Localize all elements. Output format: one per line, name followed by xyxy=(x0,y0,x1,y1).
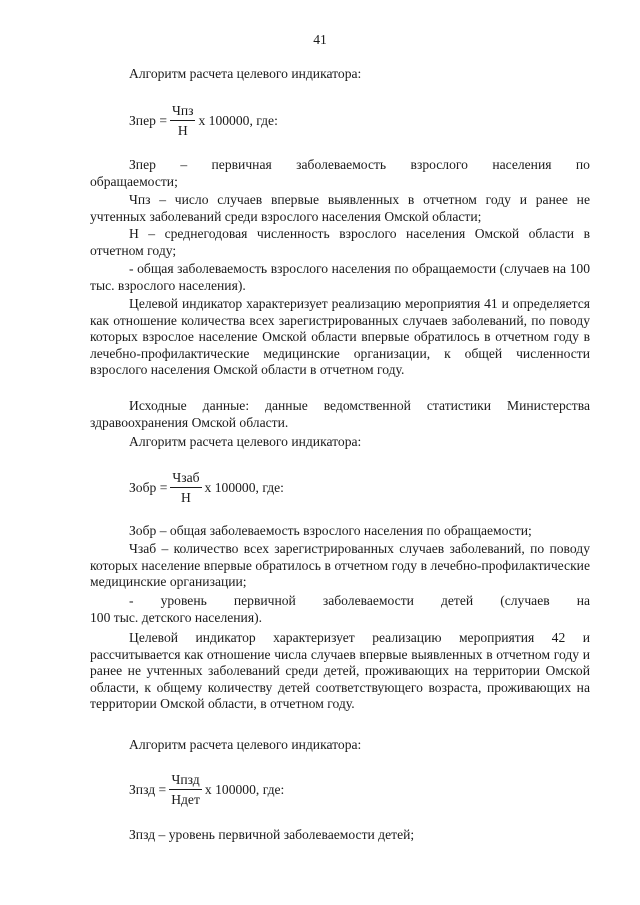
algorithm-heading-1: Алгоритм расчета целевого индикатора: xyxy=(129,66,362,81)
fraction-numerator: Чпз xyxy=(170,102,195,121)
algorithm-heading-2: Алгоритм расчета целевого индикатора: xyxy=(129,434,362,449)
word: Зпер xyxy=(129,157,156,172)
algorithm-heading-3: Алгоритм расчета целевого индикатора: xyxy=(129,737,362,752)
definition-child-line xyxy=(90,593,590,610)
fraction xyxy=(170,102,195,139)
fraction-numerator: Чзаб xyxy=(170,469,201,488)
fraction-denominator: Ндет xyxy=(171,792,200,807)
formula-zpzd xyxy=(129,771,284,808)
fraction-denominator: Н xyxy=(177,123,188,138)
page-number: 41 xyxy=(313,32,327,47)
fraction xyxy=(170,469,201,506)
fraction-numerator: Чпзд xyxy=(169,771,201,790)
formula-lhs: Зпзд = xyxy=(129,781,167,797)
formula-lhs: Зобр = xyxy=(129,479,168,495)
definition-chzab: Чзаб – количество всех зарегистрированных случаев заболеваний, по поводу которых население впервые обратилось в отчетном году в лечебно-профилактические медицинские организации; xyxy=(90,541,590,589)
word: уровень xyxy=(160,593,207,608)
word: заболеваемость xyxy=(296,157,387,172)
formula-zper xyxy=(129,102,278,139)
definition-general-morbidity: - общая заболеваемость взрослого населения по обращаемости (случаев на 100 тыс. взрослого населения). xyxy=(90,261,590,293)
definition-zobr: Зобр – общая заболеваемость взрослого населения по обращаемости; xyxy=(129,523,532,538)
word: населения xyxy=(492,157,552,172)
word: взрослого xyxy=(410,157,468,172)
word: - xyxy=(129,593,134,608)
word: первичная xyxy=(211,157,272,172)
definition-chpz: Чпз – число случаев впервые выявленных в отчетном году и ранее не учтенных заболеваний среди взрослого населения Омской области; xyxy=(90,192,590,224)
paragraph-source-data: Исходные данные: данные ведомственной статистики Министерства здравоохранения Омской области. xyxy=(90,398,590,430)
formula-zobr xyxy=(129,469,284,506)
definition-zper-line xyxy=(90,157,590,174)
word: заболеваемости xyxy=(322,593,414,608)
definition-zpzd: Зпзд – уровень первичной заболеваемости детей; xyxy=(129,827,415,842)
definition-zper xyxy=(90,157,590,190)
definition-child-continuation: 100 тыс. детского населения). xyxy=(90,609,263,625)
word: – xyxy=(180,157,188,172)
word: на xyxy=(576,593,590,608)
word: по xyxy=(575,157,590,172)
paragraph-indicator-42: Целевой индикатор характеризует реализацию мероприятия 42 и рассчитывается как отношение числа случаев впервые выявленных в отчетном году и ранее не учтенных заболеваний среди детей, проживающих на территории Омской области, к общему количеству детей соответствующего возраста, проживающих на территории Омской области, в отчетном году. xyxy=(90,630,590,711)
formula-rhs: х 100000, где: xyxy=(198,112,278,128)
fraction-denominator: Н xyxy=(181,490,191,505)
definition-n: Н – среднегодовая численность взрослого населения Омской области в отчетном году; xyxy=(90,226,590,258)
formula-rhs: х 100000, где: xyxy=(204,781,285,797)
formula-lhs: Зпер = xyxy=(129,112,167,128)
fraction xyxy=(169,771,202,808)
definition-child-morbidity xyxy=(90,593,590,626)
word: (случаев xyxy=(500,593,550,608)
paragraph-indicator-41: Целевой индикатор характеризует реализацию мероприятия 41 и определяется как отношение количества всех зарегистрированных случаев заболеваний, по поводу которых взрослое население Омской области впервые обратилось в отчетном году в лечебно-профилактические медицинские организации, к общей численности взрослого населения Омской области в отчетном году. xyxy=(90,296,590,377)
word: детей xyxy=(440,593,474,608)
formula-rhs: х 100000, где: xyxy=(204,479,284,495)
definition-zper-continuation: обращаемости; xyxy=(90,173,178,189)
word: первичной xyxy=(233,593,296,608)
